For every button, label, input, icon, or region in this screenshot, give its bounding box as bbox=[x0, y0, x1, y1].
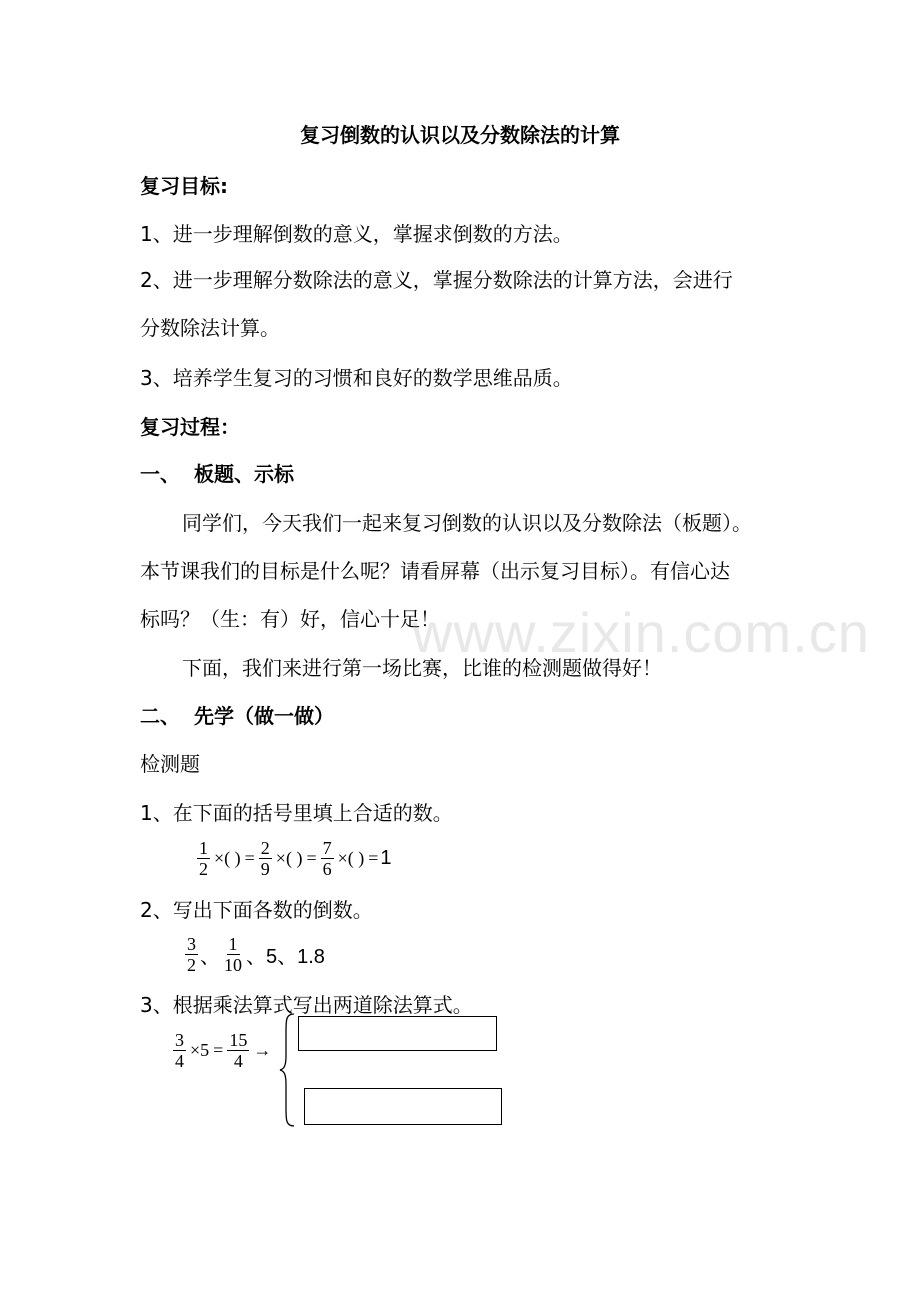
fraction-1-10: $\frac{1}{10}$ bbox=[224, 934, 242, 975]
section-2-number: 二、 bbox=[140, 704, 180, 728]
watermark: www.zixin.com.cn bbox=[412, 601, 870, 664]
equals-sign: = bbox=[213, 1040, 224, 1060]
test-heading: 检测题 bbox=[140, 752, 200, 776]
section-1-title: 板题、示标 bbox=[194, 462, 294, 486]
question-3-text: 3、根据乘法算式写出两道除法算式。 bbox=[140, 993, 473, 1017]
answer-box-2[interactable] bbox=[304, 1088, 502, 1125]
times-blank-1: ×( ) bbox=[214, 848, 241, 868]
fraction-1-2: $\frac{1}{2}$ bbox=[199, 838, 208, 879]
numbers-rest: 、5、1.8 bbox=[246, 946, 325, 968]
fraction-3-2: $\frac{3}{2}$ bbox=[187, 934, 196, 975]
arrow-right-icon: → bbox=[253, 1040, 272, 1060]
goal-2: 2、进一步理解分数除法的意义，掌握分数除法的计算方法，会进行 bbox=[140, 268, 733, 292]
fraction-2-9: $\frac{2}{9}$ bbox=[260, 838, 270, 879]
equals-sign-3: = bbox=[368, 848, 379, 868]
section-2-title: 先学（做一做） bbox=[194, 704, 334, 728]
question-3-equation bbox=[171, 1030, 273, 1071]
paragraph-1-line-3: 标吗？（生：有）好，信心十足！ bbox=[140, 607, 440, 631]
goal-3: 3、培养学生复习的习惯和良好的数学思维品质。 bbox=[140, 366, 573, 390]
process-heading: 复习过程： bbox=[140, 415, 240, 439]
paragraph-1-line-1: 同学们，今天我们一起来复习倒数的认识以及分数除法（板题）。 bbox=[182, 511, 752, 535]
fraction-15-4: $\frac{15}{4}$ bbox=[229, 1030, 248, 1071]
equals-sign-1: = bbox=[244, 848, 255, 868]
times-blank-3: ×( ) bbox=[337, 848, 365, 868]
paragraph-2: 下面，我们来进行第一场比赛，比谁的检测题做得好！ bbox=[182, 656, 662, 680]
fraction-3-4: $\frac{3}{4}$ bbox=[175, 1030, 184, 1071]
paragraph-1-line-2: 本节课我们的目标是什么呢？请看屏幕（出示复习目标）。有信心达 bbox=[140, 559, 730, 583]
fraction-7-6: $\frac{7}{6}$ bbox=[322, 838, 332, 879]
question-1-equation bbox=[195, 838, 392, 879]
equals-sign-2: = bbox=[306, 848, 317, 868]
answer-box-1[interactable] bbox=[298, 1016, 497, 1051]
question-2-text: 2、写出下面各数的倒数。 bbox=[140, 898, 373, 922]
goals-heading: 复习目标: bbox=[140, 174, 228, 198]
times-blank-2: ×( ) bbox=[275, 848, 303, 868]
goal-2-continued: 分数除法计算。 bbox=[140, 316, 280, 340]
question-1-text: 1、在下面的括号里填上合适的数。 bbox=[140, 801, 453, 825]
goal-1: 1、进一步理解倒数的意义，掌握求倒数的方法。 bbox=[140, 222, 573, 246]
result-one: 1 bbox=[380, 847, 392, 869]
separator: 、 bbox=[200, 946, 220, 968]
document-title: 复习倒数的认识以及分数除法的计算 bbox=[300, 123, 620, 147]
curly-brace-icon bbox=[278, 1012, 298, 1128]
section-1-number: 一、 bbox=[140, 462, 180, 486]
times-five: ×5 bbox=[190, 1040, 210, 1060]
question-2-numbers bbox=[183, 934, 325, 975]
